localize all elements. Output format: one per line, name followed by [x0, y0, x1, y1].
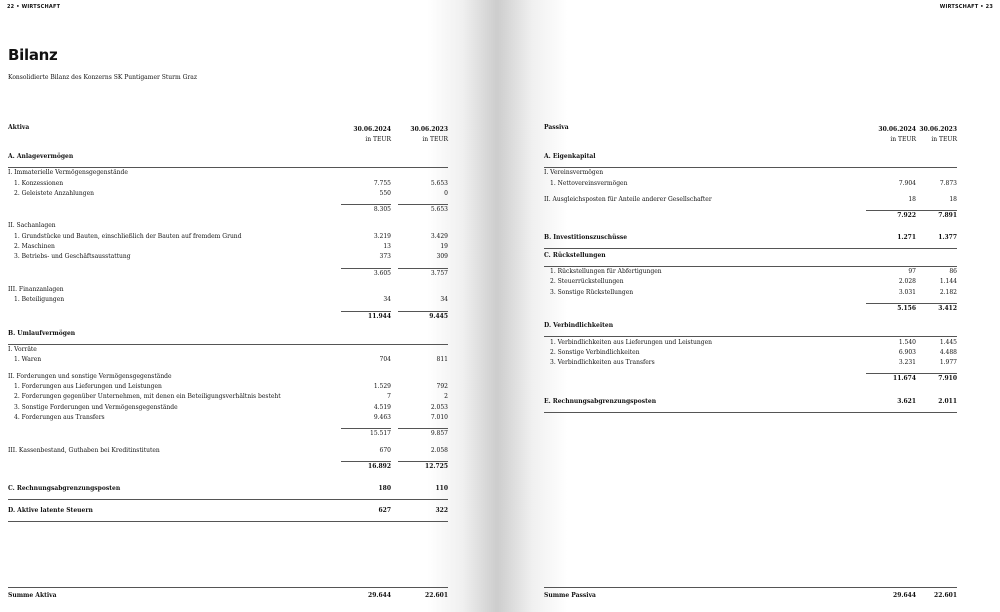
table-row — [544, 399, 957, 409]
row-label: Summe Passiva — [544, 592, 596, 599]
value-2024: 16.892 — [341, 461, 391, 470]
row-label: 1. Nettovereinsvermögen — [550, 179, 628, 187]
value-2024: 1.540 — [898, 338, 916, 346]
value-2023: 1.445 — [939, 338, 957, 346]
table-row — [8, 331, 448, 341]
page-subtitle: Konsolidierte Bilanz des Konzerns SK Puntigamer Sturm Graz — [8, 74, 198, 81]
value-2024: 7 — [387, 393, 391, 401]
row-label: 4. Forderungen aus Transfers — [14, 413, 105, 421]
value-2024: 8.305 — [341, 204, 391, 213]
row-label: Summe Aktiva — [8, 592, 57, 599]
row-label: 2. Forderungen gegenüber Unternehmen, mit denen ein Beteiligungsverhältnis besteht — [14, 393, 281, 401]
value-2023: 7.010 — [430, 413, 448, 421]
value-2024: 7.904 — [898, 179, 916, 187]
passiva-table — [544, 124, 957, 599]
value-2024: 5.156 — [866, 303, 916, 312]
value-2023: 2.011 — [938, 397, 957, 405]
table-row — [8, 287, 448, 297]
table-row — [8, 448, 448, 458]
value-2024: 13 — [383, 243, 391, 251]
value-2024: 6.903 — [898, 348, 916, 356]
row-label: D. Verbindlichkeiten — [544, 322, 614, 330]
value-2024: 627 — [378, 507, 391, 515]
value-2024: 18 — [908, 195, 916, 203]
value-2023: 110 — [435, 485, 448, 493]
row-label: 3. Verbindlichkeiten aus Transfers — [550, 359, 655, 367]
value-2024: 1.529 — [373, 383, 391, 391]
value-2023: 19 — [440, 243, 448, 251]
value-2023: 2.182 — [939, 288, 957, 296]
row-label: II. Forderungen und sonstige Vermögensgegenstände — [8, 372, 172, 380]
row-label: 2. Geleistete Anzahlungen — [14, 189, 94, 197]
row-label: E. Rechnungsabgrenzungsposten — [544, 397, 657, 405]
table-row — [8, 464, 448, 474]
table-row — [8, 207, 448, 217]
value-2023: 7.891 — [907, 210, 957, 219]
value-2024: 9.463 — [373, 413, 391, 421]
value-2023: 2.053 — [430, 403, 448, 411]
value-2024: 3.219 — [373, 232, 391, 240]
value-2023: 4.488 — [939, 348, 957, 356]
value-2024: 7.755 — [373, 179, 391, 187]
table-row — [544, 253, 957, 263]
row-label: II. Ausgleichsposten für Anteile anderer Gesellschafter — [544, 195, 712, 203]
table-row — [544, 323, 957, 333]
value-2024: 97 — [908, 268, 916, 276]
aktiva-header-col1: 30.06.2024 in TEUR — [353, 126, 391, 143]
table-row — [8, 297, 448, 307]
passiva-header-col1: 30.06.2024 in TEUR — [878, 126, 916, 143]
row-label: II. Sachanlagen — [8, 222, 56, 230]
row-label: C. Rechnungsabgrenzungsposten — [8, 485, 121, 493]
value-2024: 180 — [378, 485, 391, 493]
value-2023: 1.977 — [939, 359, 957, 367]
table-row — [8, 508, 448, 518]
value-2023: 5.653 — [430, 179, 448, 187]
page-title: Bilanz — [8, 46, 58, 64]
table-row — [8, 431, 448, 441]
aktiva-table — [8, 124, 448, 599]
aktiva-header — [8, 125, 448, 147]
value-2023: 9.857 — [398, 428, 448, 437]
table-row — [8, 191, 448, 201]
value-2024: 34 — [383, 296, 391, 304]
passiva-rows — [544, 153, 957, 599]
row-label: 2. Sonstige Verbindlichkeiten — [550, 348, 640, 356]
value-2023: 22.601 — [425, 592, 448, 599]
value-2024: 1.271 — [897, 234, 916, 242]
value-2023: 12.725 — [398, 461, 448, 470]
value-2024: 11.944 — [341, 311, 391, 320]
row-label: I. Immaterielle Vermögensgegenstände — [8, 169, 128, 177]
value-2023: 1.377 — [938, 234, 957, 242]
table-row — [544, 213, 957, 223]
row-label: 1. Forderungen aus Lieferungen und Leistungen — [14, 383, 162, 391]
value-2023: 309 — [436, 253, 448, 261]
row-label: I. Vereinsvermögen — [544, 169, 604, 177]
row-label: B. Umlaufvermögen — [8, 329, 76, 337]
row-label: 3. Betriebs- und Geschäftsausstattung — [14, 253, 131, 261]
passiva-header-col2: 30.06.2023 in TEUR — [919, 126, 957, 143]
aktiva-rows — [8, 153, 448, 599]
aktiva-header-col2: 30.06.2023 in TEUR — [410, 126, 448, 143]
table-row — [8, 254, 448, 264]
table-row — [544, 360, 957, 370]
row-label: 1. Verbindlichkeiten aus Lieferungen und Leistungen — [550, 338, 713, 346]
value-2023: 9.445 — [398, 311, 448, 320]
table-row — [8, 314, 448, 324]
row-label: D. Aktive latente Steuern — [8, 507, 93, 515]
table-row — [8, 415, 448, 425]
table-row — [544, 376, 957, 386]
page-number-left: 22 • WIRTSCHAFT — [7, 4, 61, 10]
table-row — [544, 235, 957, 245]
value-2024: 670 — [379, 446, 391, 454]
table-row — [544, 181, 957, 191]
right-page — [497, 0, 1000, 612]
row-label: 1. Rückstellungen für Abfertigungen — [550, 268, 662, 276]
table-row — [8, 154, 448, 164]
value-2024: 29.644 — [893, 592, 916, 599]
table-row — [8, 593, 448, 603]
value-2023: 86 — [949, 268, 957, 276]
value-2024: 373 — [379, 253, 391, 261]
value-2023: 2.058 — [430, 446, 448, 454]
value-2024: 11.674 — [866, 373, 916, 382]
value-2024: 550 — [379, 189, 391, 197]
value-2023: 22.601 — [934, 592, 957, 599]
table-row — [8, 357, 448, 367]
value-2023: 7.910 — [907, 373, 957, 382]
value-2024: 3.621 — [897, 397, 916, 405]
value-2023: 1.144 — [939, 278, 957, 286]
table-row — [544, 306, 957, 316]
value-2024: 2.028 — [898, 278, 916, 286]
row-label: 1. Grundstücke und Bauten, einschließlich der Bauten auf fremdem Grund — [14, 232, 242, 240]
value-2024: 7.922 — [866, 210, 916, 219]
row-label: 3. Sonstige Rückstellungen — [550, 288, 634, 296]
passiva-header — [544, 125, 957, 147]
table-row — [544, 197, 957, 207]
row-label: I. Vorräte — [8, 346, 37, 354]
table-row — [8, 234, 448, 244]
value-2023: 34 — [440, 296, 448, 304]
row-label: A. Anlagevermögen — [8, 153, 74, 160]
value-2024: 29.644 — [368, 592, 391, 599]
value-2023: 792 — [436, 383, 448, 391]
table-row — [544, 593, 957, 603]
row-label: A. Eigenkapital — [544, 153, 596, 160]
table-row — [544, 154, 957, 164]
table-row — [8, 271, 448, 281]
row-label: C. Rückstellungen — [544, 251, 606, 259]
value-2023: 5.653 — [398, 204, 448, 213]
value-2023: 811 — [436, 356, 448, 364]
value-2023: 0 — [444, 189, 448, 197]
value-2023: 18 — [949, 195, 957, 203]
aktiva-header-label: Aktiva — [8, 124, 30, 131]
value-2023: 3.757 — [398, 268, 448, 277]
value-2023: 3.412 — [907, 303, 957, 312]
page-number-right: WIRTSCHAFT • 23 — [939, 4, 993, 10]
value-2024: 4.519 — [373, 403, 391, 411]
row-label: III. Finanzanlagen — [8, 285, 64, 293]
value-2023: 322 — [435, 507, 448, 515]
passiva-header-label: Passiva — [544, 124, 569, 131]
table-row — [544, 290, 957, 300]
row-label: III. Kassenbestand, Guthaben bei Kreditinstituten — [8, 446, 160, 454]
row-label: 1. Konzessionen — [14, 179, 64, 187]
table-row — [8, 486, 448, 496]
row-label: 1. Beteiligungen — [14, 296, 65, 304]
value-2024: 704 — [379, 356, 391, 364]
row-label: 2. Steuerrückstellungen — [550, 278, 624, 286]
row-label: 1. Waren — [14, 356, 42, 364]
left-page — [0, 0, 497, 612]
value-2024: 3.031 — [898, 288, 916, 296]
row-label: 2. Maschinen — [14, 243, 55, 251]
row-label: 3. Sonstige Forderungen und Vermögensgegenstände — [14, 403, 178, 411]
value-2023: 3.429 — [430, 232, 448, 240]
value-2024: 3.605 — [341, 268, 391, 277]
value-2024: 15.517 — [341, 428, 391, 437]
value-2023: 7.873 — [939, 179, 957, 187]
row-label: B. Investitionszuschüsse — [544, 234, 628, 242]
value-2023: 2 — [444, 393, 448, 401]
value-2024: 3.231 — [898, 359, 916, 367]
